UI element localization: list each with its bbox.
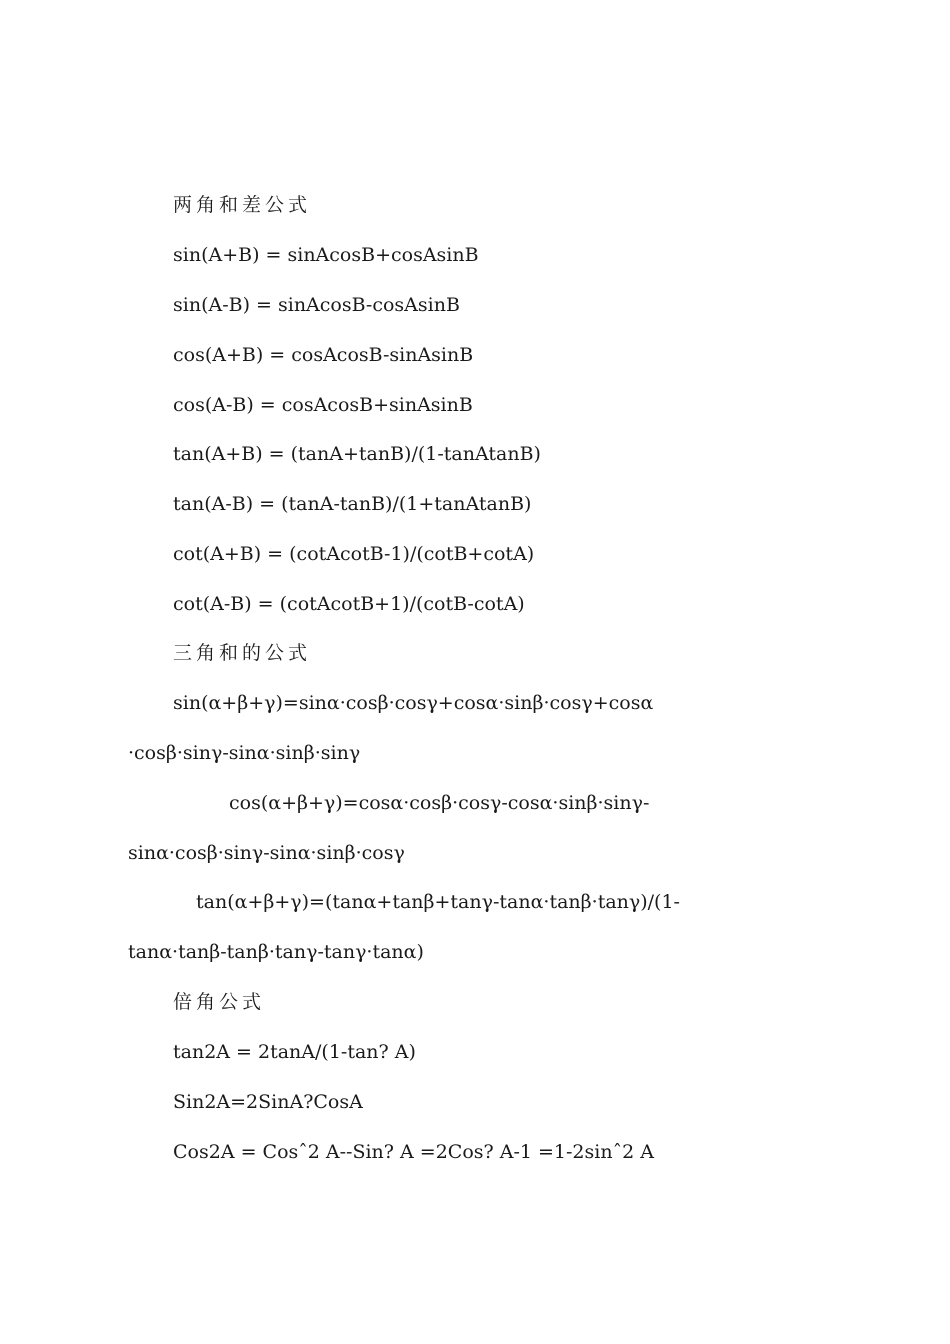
formula-line: cot(A+B) = (cotAcotB-1)/(cotB+cotA): [173, 543, 535, 565]
formula-line: cos(A-B) = cosAcosB+sinAsinB: [173, 394, 473, 416]
formula-line: Sin2A=2SinA?CosA: [173, 1091, 363, 1113]
formula-line: tan(A+B) = (tanA+tanB)/(1-tanAtanB): [173, 443, 541, 465]
formula-line: tan(A-B) = (tanA-tanB)/(1+tanAtanB): [173, 493, 532, 515]
formula-line: cot(A-B) = (cotAcotB+1)/(cotB-cotA): [173, 593, 525, 615]
formula-line: tanα·tanβ-tanβ·tanγ-tanγ·tanα): [128, 941, 424, 963]
formula-line: cos(α+β+γ)=cosα·cosβ·cosγ-cosα·sinβ·sinγ-: [229, 792, 650, 814]
formula-line: Cos2A = Cosˆ2 A--Sin? A =2Cos? A-1 =1-2sinˆ2 A: [173, 1141, 654, 1163]
formula-line: sin(A-B) = sinAcosB-cosAsinB: [173, 294, 460, 316]
section-heading-double-angle: 倍角公式: [173, 991, 266, 1013]
formula-line: sin(A+B) = sinAcosB+cosAsinB: [173, 244, 479, 266]
formula-line: cos(A+B) = cosAcosB-sinAsinB: [173, 344, 474, 366]
formula-line: tan2A = 2tanA/(1-tan? A): [173, 1041, 416, 1063]
section-heading-triple-sum: 三角和的公式: [173, 642, 312, 664]
section-heading-sum-difference: 两角和差公式: [173, 194, 312, 216]
formula-line: tan(α+β+γ)=(tanα+tanβ+tanγ-tanα·tanβ·tanγ)/(1-: [196, 891, 680, 913]
formula-line: ·cosβ·sinγ-sinα·sinβ·sinγ: [128, 742, 361, 764]
formula-line: sin(α+β+γ)=sinα·cosβ·cosγ+cosα·sinβ·cosγ+cosα: [173, 692, 654, 714]
formula-line: sinα·cosβ·sinγ-sinα·sinβ·cosγ: [128, 842, 405, 864]
